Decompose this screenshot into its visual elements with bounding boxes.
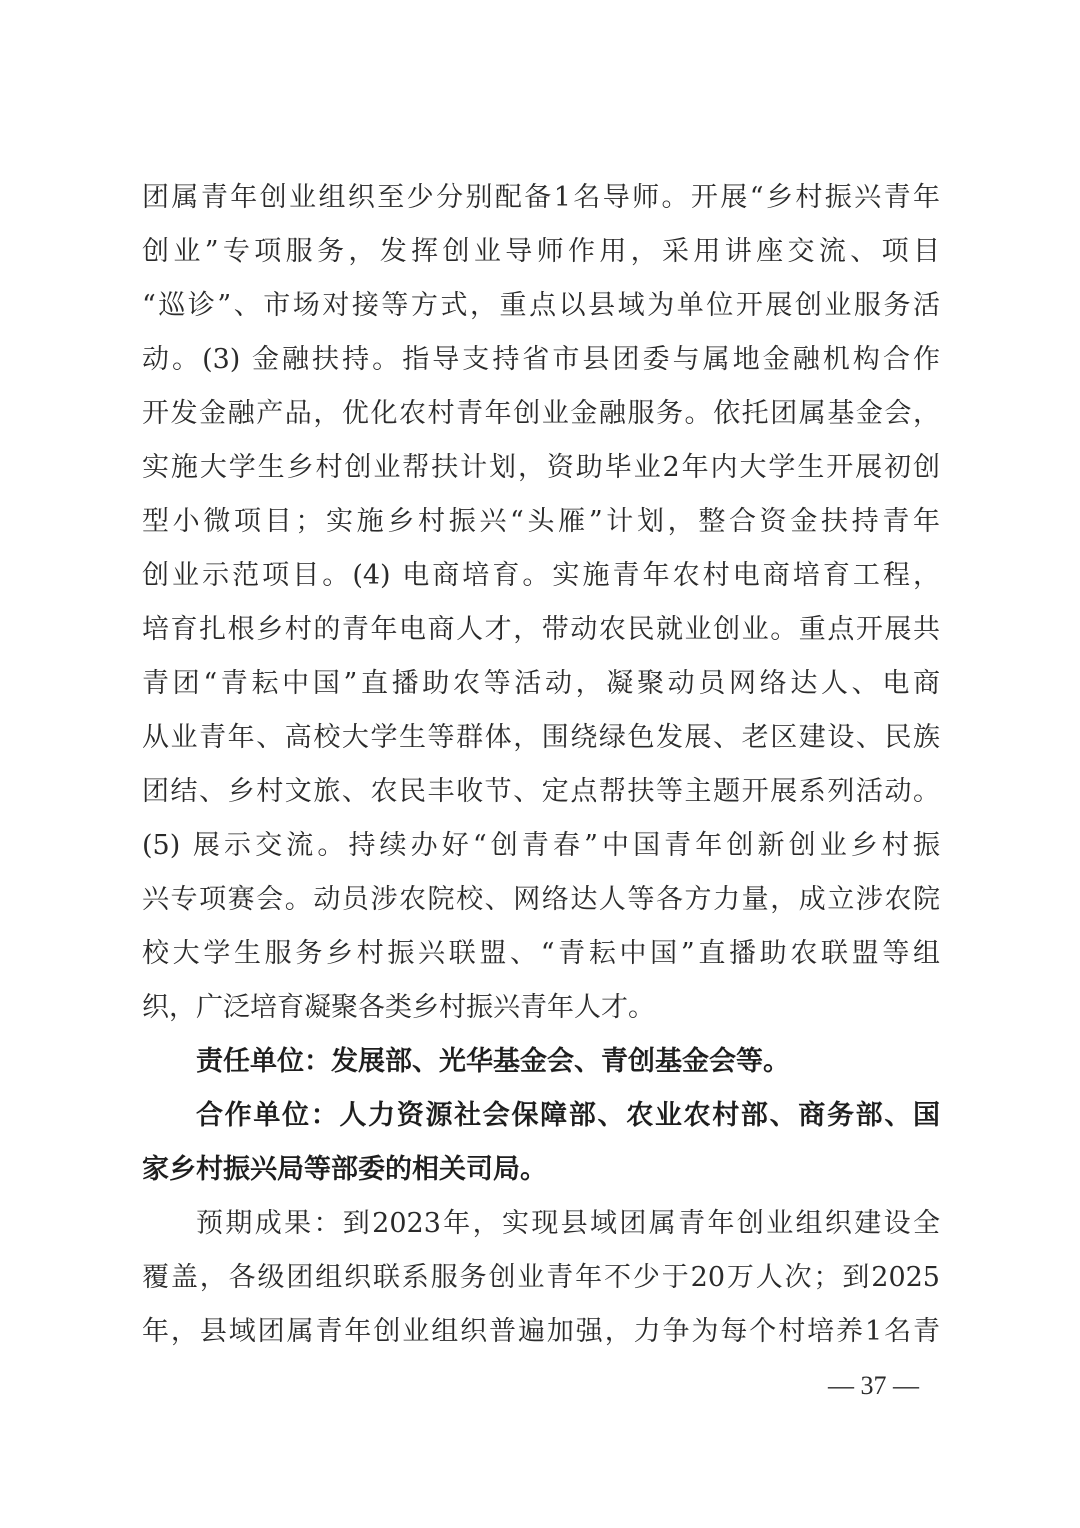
body-line-7: 型小微项目；实施乡村振兴“头雁”计划，整合资金扶持青年 [142,506,940,537]
body-line-16: 织，广泛培育凝聚各类乡村振兴青年人才。 [142,992,655,1023]
cooperating-units-line-2: 家乡村振兴局等部委的相关司局。 [142,1154,547,1185]
outcome-line-3: 年，县域团属青年创业组织普遍加强，力争为每个村培养1名青 [142,1316,940,1347]
body-line-11: 从业青年、高校大学生等群体，围绕绿色发展、老区建设、民族 [142,722,940,753]
body-line-12: 团结、乡村文旅、农民丰收节、定点帮扶等主题开展系列活动。 [142,776,940,807]
body-line-6: 实施大学生乡村创业帮扶计划，资助毕业2年内大学生开展初创 [142,452,940,483]
outcome-line-2: 覆盖，各级团组织联系服务创业青年不少于20万人次；到2025 [142,1262,940,1293]
body-line-2: 创业”专项服务，发挥创业导师作用，采用讲座交流、项目 [142,236,940,267]
body-line-8: 创业示范项目。(4) 电商培育。实施青年农村电商培育工程， [142,560,940,591]
page-number: — 37 — [828,1371,919,1400]
body-line-3: “巡诊”、市场对接等方式，重点以县域为单位开展创业服务活 [142,290,940,321]
body-line-5: 开发金融产品，优化农村青年创业金融服务。依托团属基金会， [142,398,940,429]
body-line-10: 青团“青耘中国”直播助农等活动，凝聚动员网络达人、电商 [142,668,940,699]
cooperating-units-line-1: 合作单位：人力资源社会保障部、农业农村部、商务部、国 [196,1100,940,1131]
responsible-units: 责任单位：发展部、光华基金会、青创基金会等。 [196,1046,790,1077]
body-line-15: 校大学生服务乡村振兴联盟、“青耘中国”直播助农联盟等组 [142,938,940,969]
outcome-line-1: 预期成果：到2023年，实现县域团属青年创业组织建设全 [196,1208,940,1239]
body-line-14: 兴专项赛会。动员涉农院校、网络达人等各方力量，成立涉农院 [142,884,940,915]
body-line-9: 培育扎根乡村的青年电商人才，带动农民就业创业。重点开展共 [142,614,940,645]
body-line-1: 团属青年创业组织至少分别配备1名导师。开展“乡村振兴青年 [142,182,940,213]
body-line-4: 动。(3) 金融扶持。指导支持省市县团委与属地金融机构合作 [142,344,940,375]
body-line-13: (5) 展示交流。持续办好“创青春”中国青年创新创业乡村振 [142,830,940,861]
